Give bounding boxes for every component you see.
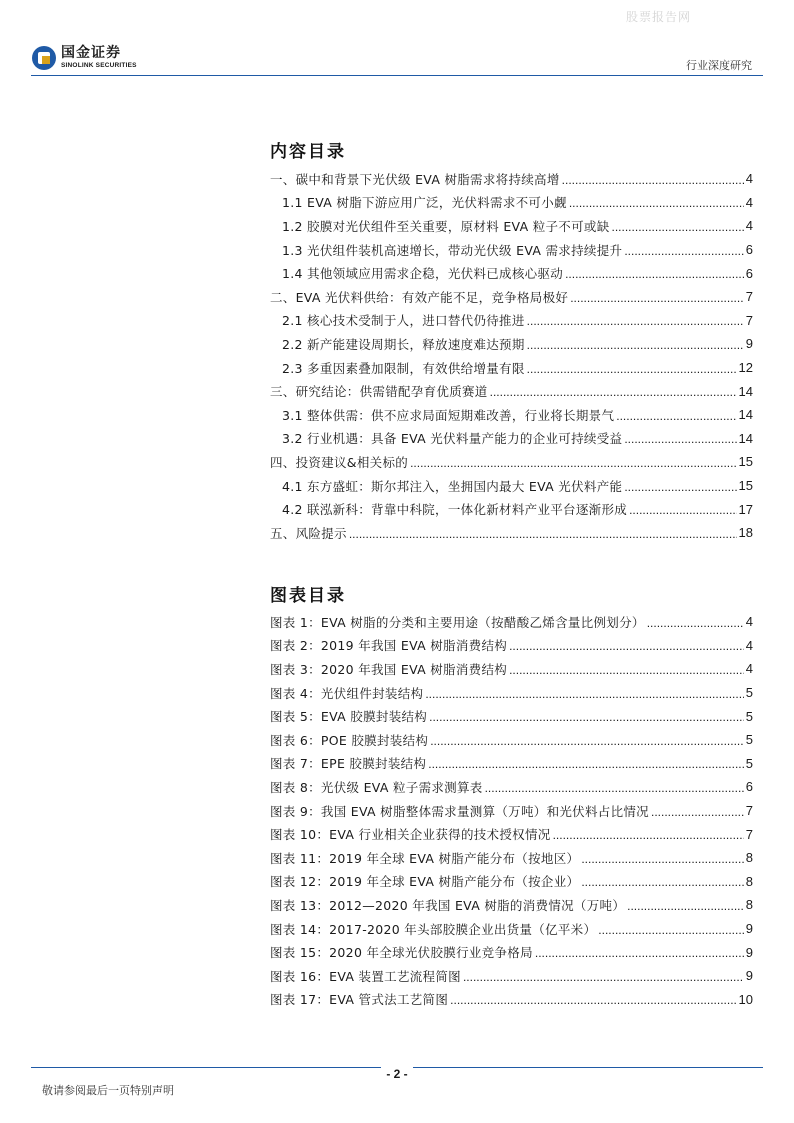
dot-leader xyxy=(349,527,737,541)
figure-entry[interactable] xyxy=(270,917,753,941)
dot-leader xyxy=(450,993,736,1007)
logo-english-name: SINOLINK SECURITIES xyxy=(61,62,137,70)
figure-entry[interactable] xyxy=(270,870,753,894)
entry-page-number: 15 xyxy=(738,454,753,470)
entry-title: 图表 13：2012—2020 年我国 EVA 树脂的消费情况（万吨） xyxy=(270,897,626,913)
entry-title: 1.1 EVA 树脂下游应用广泛，光伏料需求不可小觑 xyxy=(282,195,567,211)
dot-leader xyxy=(581,875,743,889)
contents-entry[interactable] xyxy=(270,403,753,427)
entry-title: 图表 11：2019 年全球 EVA 树脂产能分布（按地区） xyxy=(270,850,580,866)
entry-title: 图表 4：光伏组件封装结构 xyxy=(270,685,424,701)
company-logo xyxy=(32,46,137,70)
entry-page-number: 4 xyxy=(745,661,753,677)
dot-leader xyxy=(624,432,736,446)
contents-entry[interactable] xyxy=(270,521,753,545)
dot-leader xyxy=(535,946,744,960)
figure-entry[interactable] xyxy=(270,822,753,846)
entry-page-number: 5 xyxy=(745,732,753,748)
figure-entry[interactable] xyxy=(270,988,753,1012)
entry-page-number: 8 xyxy=(745,850,753,866)
entry-title: 图表 6：POE 胶膜封装结构 xyxy=(270,732,429,748)
entry-title: 2.1 核心技术受制于人，进口替代仍待推进 xyxy=(282,313,525,329)
entry-page-number: 17 xyxy=(738,501,753,517)
entry-title: 3.2 行业机遇：具备 EVA 光伏料量产能力的企业可持续受益 xyxy=(282,431,623,447)
watermark-text: 股票报告网 xyxy=(626,10,692,24)
figure-entry[interactable] xyxy=(270,610,753,634)
contents-entry[interactable] xyxy=(270,214,753,238)
contents-entry[interactable] xyxy=(270,497,753,521)
entry-title: 2.3 多重因素叠加限制，有效供给增量有限 xyxy=(282,360,525,376)
contents-entry[interactable] xyxy=(270,474,753,498)
entry-title: 图表 5：EVA 胶膜封装结构 xyxy=(270,709,428,725)
dot-leader xyxy=(565,267,744,281)
contents-entry[interactable] xyxy=(270,191,753,215)
entry-page-number: 14 xyxy=(738,383,753,399)
entry-page-number: 18 xyxy=(738,525,753,541)
entry-title: 一、碳中和背景下光伏级 EVA 树脂需求将持续高增 xyxy=(270,171,560,187)
entry-title: 图表 15：2020 年全球光伏胶膜行业竞争格局 xyxy=(270,945,533,961)
entry-title: 图表 12：2019 年全球 EVA 树脂产能分布（按企业） xyxy=(270,874,580,890)
dot-leader xyxy=(425,687,743,701)
entry-page-number: 10 xyxy=(738,991,753,1007)
contents-title: 内容目录 xyxy=(270,142,346,162)
dot-leader xyxy=(430,734,744,748)
dot-leader xyxy=(624,480,736,494)
entry-title: 图表 7：EPE 胶膜封装结构 xyxy=(270,756,427,772)
dot-leader xyxy=(410,456,736,470)
entry-title: 图表 2：2019 年我国 EVA 树脂消费结构 xyxy=(270,638,508,654)
logo-chinese-name: 国金证券 xyxy=(61,45,121,62)
disclaimer-note: 敬请参阅最后一页特别声明 xyxy=(42,1084,174,1097)
entry-title: 4.1 东方盛虹：斯尔邦注入，坐拥国内最大 EVA 光伏料产能 xyxy=(282,478,623,494)
figure-entry[interactable] xyxy=(270,846,753,870)
entry-title: 图表 1：EVA 树脂的分类和主要用途（按醋酸乙烯含量比例划分） xyxy=(270,614,645,630)
entry-page-number: 4 xyxy=(745,637,753,653)
figures-title: 图表目录 xyxy=(270,586,346,606)
contents-entry[interactable] xyxy=(270,427,753,451)
dot-leader xyxy=(629,503,736,517)
entry-title: 1.2 胶膜对光伏组件至关重要，原材料 EVA 粒子不可或缺 xyxy=(282,218,610,234)
header-divider xyxy=(31,75,763,76)
figure-entry[interactable] xyxy=(270,940,753,964)
figure-entry[interactable] xyxy=(270,752,753,776)
entry-page-number: 7 xyxy=(745,289,753,305)
figure-entry[interactable] xyxy=(270,893,753,917)
entry-title: 图表 17：EVA 管式法工艺简图 xyxy=(270,992,449,1008)
entry-title: 3.1 整体供需：供不应求局面短期难改善，行业将长期景气 xyxy=(282,407,615,423)
entry-title: 四、投资建议&相关标的 xyxy=(270,454,409,470)
entry-page-number: 4 xyxy=(745,171,753,187)
entry-page-number: 4 xyxy=(745,614,753,630)
dot-leader xyxy=(429,710,744,724)
contents-entry[interactable] xyxy=(270,450,753,474)
dot-leader xyxy=(647,616,744,630)
figure-entry[interactable] xyxy=(270,634,753,658)
entry-title: 图表 3：2020 年我国 EVA 树脂消费结构 xyxy=(270,661,508,677)
dot-leader xyxy=(581,852,743,866)
figure-entry[interactable] xyxy=(270,775,753,799)
entry-page-number: 14 xyxy=(738,407,753,423)
dot-leader xyxy=(598,923,743,937)
contents-entry[interactable] xyxy=(270,309,753,333)
dot-leader xyxy=(509,639,744,653)
report-type-label: 行业深度研究 xyxy=(686,59,752,72)
contents-entry[interactable] xyxy=(270,285,753,309)
dot-leader xyxy=(509,663,744,677)
entry-title: 图表 8：光伏级 EVA 粒子需求测算表 xyxy=(270,779,483,795)
figure-entry[interactable] xyxy=(270,964,753,988)
dot-leader xyxy=(490,385,737,399)
figure-entry[interactable] xyxy=(270,704,753,728)
dot-leader xyxy=(553,828,744,842)
dot-leader xyxy=(651,805,744,819)
entry-page-number: 6 xyxy=(745,779,753,795)
entry-page-number: 15 xyxy=(738,478,753,494)
figure-entry[interactable] xyxy=(270,657,753,681)
figure-entry[interactable] xyxy=(270,681,753,705)
contents-entry[interactable] xyxy=(270,167,753,191)
dot-leader xyxy=(428,757,744,771)
dot-leader xyxy=(624,244,743,258)
entry-page-number: 7 xyxy=(745,312,753,328)
entry-page-number: 12 xyxy=(738,360,753,376)
entry-title: 图表 9：我国 EVA 树脂整体需求量测算（万吨）和光伏料占比情况 xyxy=(270,803,649,819)
dot-leader xyxy=(570,291,744,305)
entry-page-number: 5 xyxy=(745,685,753,701)
dot-leader xyxy=(527,314,744,328)
entry-page-number: 14 xyxy=(738,430,753,446)
entry-page-number: 6 xyxy=(745,242,753,258)
entry-title: 二、EVA 光伏料供给：有效产能不足，竞争格局极好 xyxy=(270,289,569,305)
entry-title: 图表 10：EVA 行业相关企业获得的技术授权情况 xyxy=(270,827,551,843)
entry-page-number: 7 xyxy=(745,803,753,819)
contents-entry[interactable] xyxy=(270,238,753,262)
dot-leader xyxy=(527,338,744,352)
entry-title: 4.2 联泓新科：背靠中科院，一体化新材料产业平台逐渐形成 xyxy=(282,502,628,518)
entry-title: 图表 16：EVA 装置工艺流程简图 xyxy=(270,968,461,984)
entry-title: 1.3 光伏组件装机高速增长，带动光伏级 EVA 需求持续提升 xyxy=(282,242,623,258)
entry-page-number: 9 xyxy=(745,968,753,984)
contents-entry[interactable] xyxy=(270,332,753,356)
dot-leader xyxy=(627,899,744,913)
dot-leader xyxy=(616,409,736,423)
dot-leader xyxy=(612,220,744,234)
dot-leader xyxy=(527,362,737,376)
dot-leader xyxy=(463,970,744,984)
entry-page-number: 9 xyxy=(745,921,753,937)
entry-title: 图表 14：2017-2020 年头部胶膜企业出货量（亿平米） xyxy=(270,921,597,937)
entry-page-number: 5 xyxy=(745,708,753,724)
figure-entry[interactable] xyxy=(270,728,753,752)
entry-page-number: 9 xyxy=(745,944,753,960)
entry-page-number: 4 xyxy=(745,194,753,210)
contents-entry[interactable] xyxy=(270,356,753,380)
entry-page-number: 8 xyxy=(745,897,753,913)
entry-page-number: 9 xyxy=(745,336,753,352)
dot-leader xyxy=(485,781,744,795)
dot-leader xyxy=(569,196,744,210)
contents-list xyxy=(270,167,753,545)
entry-page-number: 5 xyxy=(745,755,753,771)
entry-title: 1.4 其他领域应用需求企稳，光伏料已成核心驱动 xyxy=(282,266,564,282)
contents-entry[interactable] xyxy=(270,261,753,285)
entry-page-number: 4 xyxy=(745,218,753,234)
entry-title: 五、风险提示 xyxy=(270,525,347,541)
page-number: - 2 - xyxy=(381,1067,413,1081)
sinolink-logo-icon xyxy=(32,46,56,70)
entry-page-number: 8 xyxy=(745,873,753,889)
entry-title: 2.2 新产能建设周期长，释放速度难达预期 xyxy=(282,336,525,352)
contents-entry[interactable] xyxy=(270,379,753,403)
figure-entry[interactable] xyxy=(270,799,753,823)
entry-page-number: 6 xyxy=(745,265,753,281)
figures-list xyxy=(270,610,753,1011)
entry-title: 三、研究结论：供需错配孕育优质赛道 xyxy=(270,384,488,400)
dot-leader xyxy=(562,173,744,187)
entry-page-number: 7 xyxy=(745,826,753,842)
